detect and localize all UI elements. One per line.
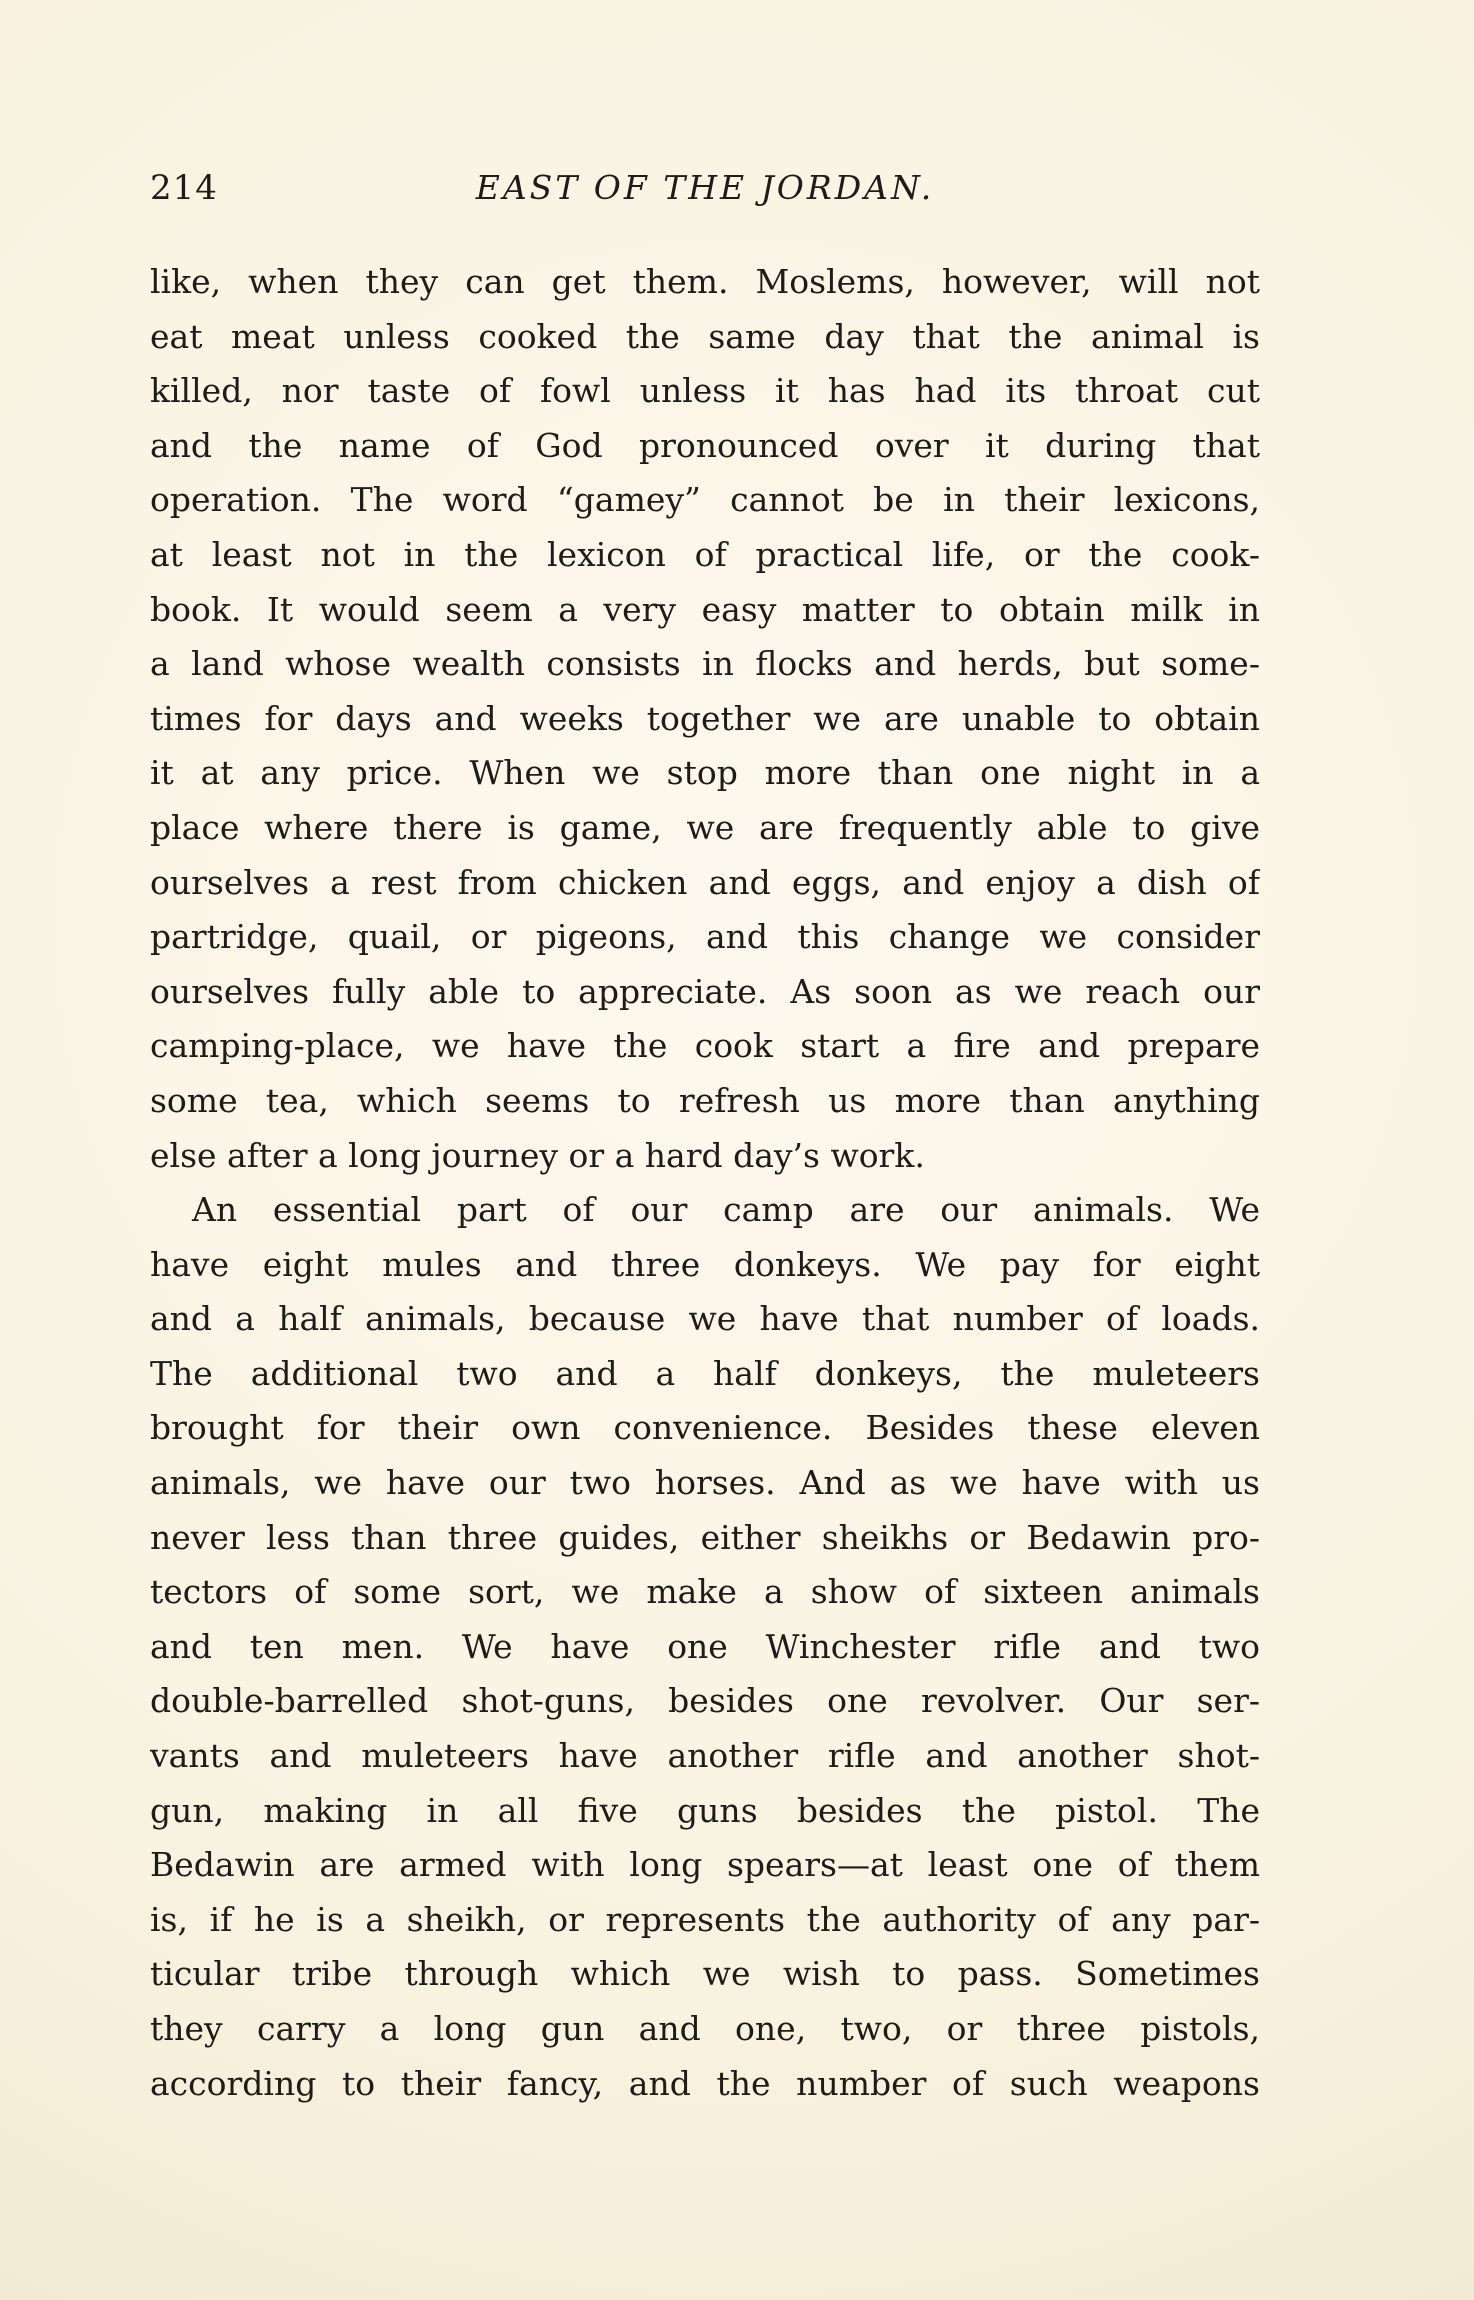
text-line: and ten men. We have one Winchester rifle and two	[150, 1626, 1260, 1666]
text-line: The additional two and a half donkeys, the muleteers	[150, 1353, 1260, 1393]
text-line: they carry a long gun and one, two, or three pistols,	[150, 2009, 1260, 2048]
text-line: have eight mules and three donkeys. We pay for eight	[150, 1244, 1260, 1284]
text-line: is, if he is a sheikh, or represents the authority of any par-	[150, 1899, 1260, 1939]
text-line: ourselves a rest from chicken and eggs, and enjoy a dish of	[150, 862, 1260, 902]
running-head	[150, 168, 1260, 228]
text-line: it at any price. When we stop more than one night in a	[150, 753, 1260, 793]
text-line: according to their fancy, and the number of such weapons	[150, 2063, 1260, 2103]
text-line: never less than three guides, either sheikhs or Bedawin pro-	[150, 1517, 1260, 1557]
text-line: else after a long journey or a hard day’s work.	[150, 1135, 925, 1175]
text-line: and a half animals, because we have that number of loads.	[150, 1299, 1260, 1339]
text-line: like, when they can get them. Moslems, however, will not	[150, 262, 1260, 301]
text-line: operation. The word “gamey” cannot be in their lexicons,	[150, 480, 1260, 520]
text-line: camping-place, we have the cook start a fire and prepare	[150, 1026, 1260, 1066]
text-line: killed, nor taste of fowl unless it has had its throat cut	[150, 371, 1260, 411]
text-line: ourselves fully able to appreciate. As soon as we reach our	[150, 971, 1260, 1011]
text-line: Bedawin are armed with long spears—at least one of them	[150, 1845, 1260, 1885]
text-line: An essential part of our camp are our animals. We	[192, 1190, 1260, 1230]
text-line: tectors of some sort, we make a show of sixteen animals	[150, 1572, 1260, 1612]
text-line: eat meat unless cooked the same day that the animal is	[150, 316, 1260, 356]
text-line: partridge, quail, or pigeons, and this change we consider	[150, 917, 1260, 957]
running-title: EAST OF THE JORDAN.	[475, 168, 935, 207]
text-line: and the name of God pronounced over it during that	[150, 425, 1260, 465]
text-line: book. It would seem a very easy matter to obtain milk in	[150, 589, 1260, 629]
text-line: times for days and weeks together we are unable to obtain	[150, 698, 1260, 738]
text-line: animals, we have our two horses. And as we have with us	[150, 1463, 1260, 1503]
text-line: at least not in the lexicon of practical life, or the cook-	[150, 534, 1260, 574]
body-text	[150, 255, 1260, 2111]
text-line: place where there is game, we are frequently able to give	[150, 807, 1260, 847]
text-line: vants and muleteers have another rifle and another shot-	[150, 1736, 1260, 1776]
text-line: a land whose wealth consists in flocks and herds, but some-	[150, 644, 1260, 684]
text-line: brought for their own convenience. Besides these eleven	[150, 1408, 1260, 1448]
text-line: double-barrelled shot-guns, besides one revolver. Our ser-	[150, 1681, 1260, 1721]
text-line: some tea, which seems to refresh us more than anything	[150, 1080, 1260, 1120]
page-number: 214	[150, 168, 218, 208]
text-line: gun, making in all five guns besides the pistol. The	[150, 1790, 1260, 1830]
text-line: ticular tribe through which we wish to pass. Sometimes	[150, 1954, 1260, 1994]
